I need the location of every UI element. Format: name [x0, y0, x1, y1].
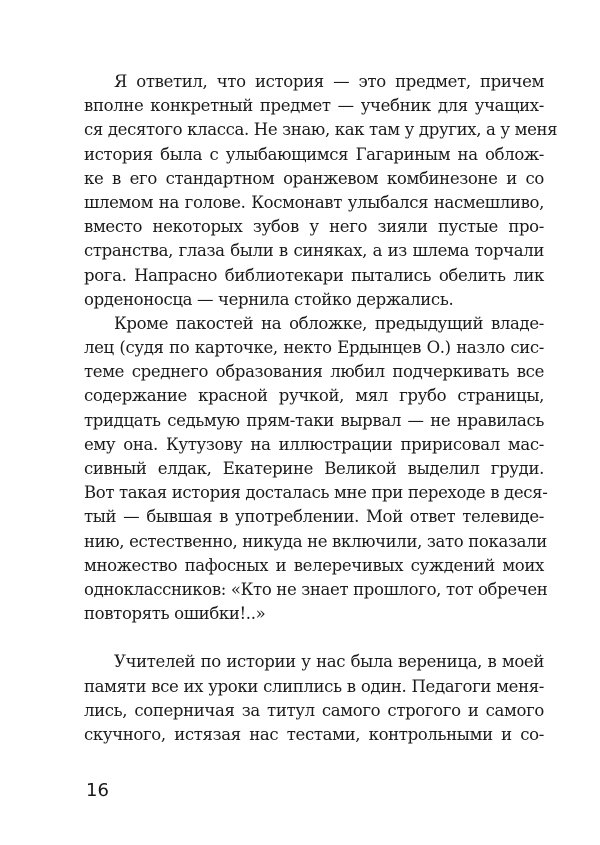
text-line: Учителей по истории у нас была вереница, в моей: [114, 652, 544, 672]
text-line: Вот такая история досталась мне при переходе в деся-: [84, 483, 548, 503]
text-line: тый — бывшая в употреблении. Мой ответ телевиде-: [84, 507, 544, 527]
text-line: Кроме пакостей на обложке, предыдущий владе-: [114, 313, 544, 333]
paragraph-1: [84, 70, 558, 312]
paragraph-3: [84, 650, 544, 747]
text-line: шлемом на голове. Космонавт улыбался насмешливо,: [84, 192, 544, 212]
text-line: ке в его стандартном оранжевом комбинезоне и со: [84, 168, 544, 188]
text-line: одноклассников: «Кто не знает прошлого, тот обречен: [84, 579, 548, 599]
text-line: нию, естественно, никуда не включили, зато показали: [84, 531, 547, 551]
section-break: [84, 626, 544, 650]
text-line: ему она. Кутузову на иллюстрации пририсовал мас-: [84, 434, 544, 454]
text-line: рога. Напрасно библиотекари пытались обелить лик: [84, 265, 544, 285]
text-line: вместо некоторых зубов у него зияли пустые про-: [84, 217, 544, 237]
text-line: лец (судя по карточке, некто Ердынцев О.) назло сис-: [84, 338, 544, 358]
text-line: памяти все их уроки слиплись в один. Педагоги меня-: [84, 676, 544, 696]
text-line: лись, соперничая за титул самого строгого и самого: [84, 700, 544, 720]
text-line: скучного, истязая нас тестами, контрольными и со-: [84, 724, 544, 744]
text-line: орденоносца — чернила стойко держались.: [84, 289, 454, 309]
text-line: множество пафосных и велеречивых суждений моих: [84, 555, 544, 575]
text-line: повторять ошибки!..»: [84, 604, 266, 624]
page-body: [84, 70, 558, 747]
text-line: тридцать седьмую прям-таки вырвал — не нравилась: [84, 410, 544, 430]
text-line: вполне конкретный предмет — учебник для учащих-: [84, 96, 544, 116]
text-line: Я ответил, что история — это предмет, причем: [114, 72, 544, 91]
text-line: история была с улыбающимся Гагариным на облож-: [84, 144, 544, 164]
page-number: 16: [86, 780, 109, 801]
text-line: теме среднего образования любил подчеркивать все: [84, 362, 544, 382]
text-line: содержание красной ручкой, мял грубо страницы,: [84, 386, 544, 406]
text-line: странства, глаза были в синяках, а из шлема торчали: [84, 241, 544, 261]
text-line: сивный елдак, Екатерине Великой выделил груди.: [84, 459, 544, 478]
text-line: ся десятого класса. Не знаю, как там у других, а у меня: [84, 120, 558, 140]
paragraph-2: [84, 312, 548, 626]
